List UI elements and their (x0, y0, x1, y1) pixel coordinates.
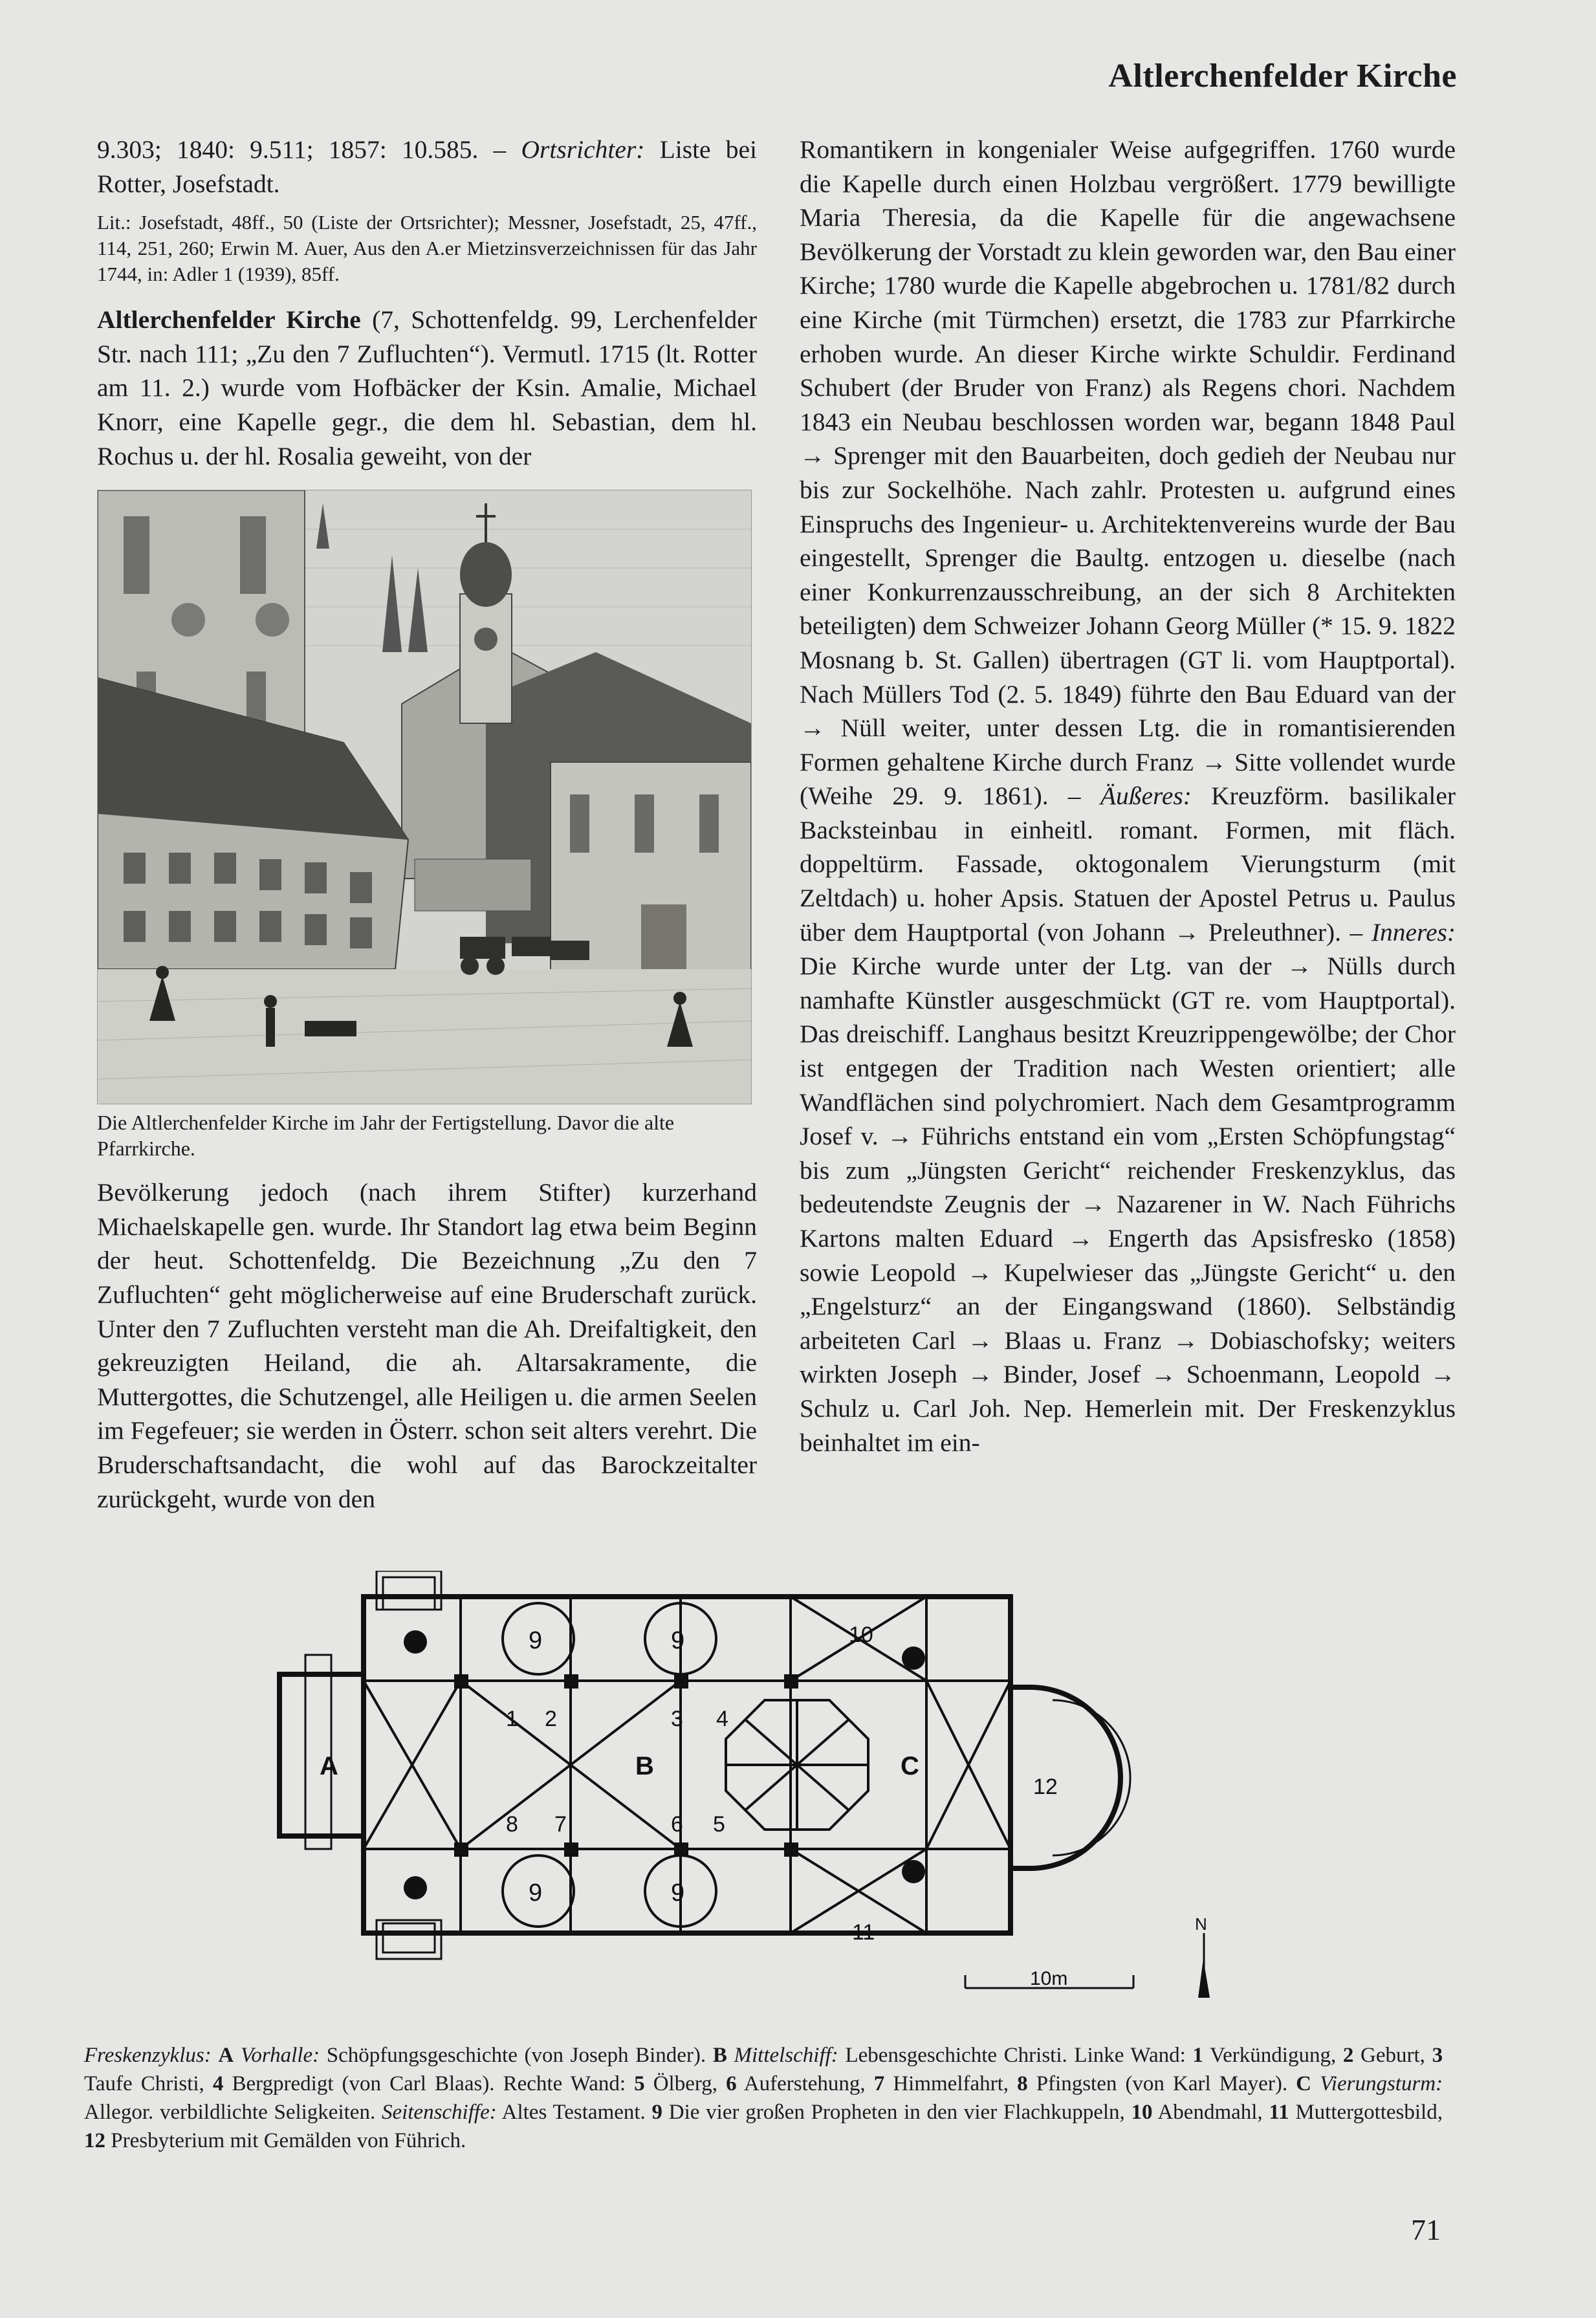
legend-text-a: Schöpfungsgeschichte (von Joseph Binder). (326, 2044, 706, 2067)
plan-label-4: 4 (716, 1707, 728, 1731)
legend-key-9: 9 (651, 2101, 663, 2124)
legend-label-b: Mittelschiff: (734, 2044, 838, 2067)
left-column (97, 133, 757, 1516)
scale-label: 10m (1030, 1968, 1068, 1989)
right-column (800, 133, 1456, 1460)
plan-label-11: 11 (852, 1920, 875, 1945)
plan-label-6: 6 (671, 1812, 683, 1837)
floor-plan (267, 1571, 1218, 2004)
bell-tower (460, 594, 512, 723)
legend-key-2: 2 (1342, 2044, 1354, 2067)
plan-label-12: 12 (1033, 1775, 1058, 1799)
legend-label-c: Vierungsturm: (1320, 2072, 1443, 2095)
right-text-part3: Die Kirche wurde unter der Ltg. van der → Nülls durch namhafte Künstler ausgeschmückt (GT re. vom Hauptportal). Das dreischiff. Langhaus besitzt Kreuzrippengewölbe; der Chor ist entgegen der Tradition nach Westen orientiert; alle Wandflächen sind polychromiert. Nach dem Gesamtprogramm Josef v. → Führichs entstand ein vom „Ersten Schöpfungstag“ bis zum „Jüngsten Gericht“ reichender Freskenzyklus, das bedeutendste Zeugnis der → Nazarener in W. Nach Führichs Kartons malten Eduard → Engerth das Apsisfresko (1858) sowie Leopold → Kupelwieser das „Jüngste Gericht“ u. den „Engelsturz“ an der Eingangswand (1860). Selbständig arbeiteten Carl → Blaas u. Franz → Dobiaschofsky; weiters wirkten Joseph → Binder, Josef → Schoenmann, Leopold → Schulz u. Carl Joh. Nep. Hemerlein mit. Der Freskenzyklus beinhaltet im ein- (800, 952, 1456, 1457)
plan-label-7: 7 (554, 1812, 567, 1837)
image-caption: Die Altlerchenfelder Kirche im Jahr der Fertigstellung. Davor die alte Pfarrkirche. (97, 1111, 675, 1161)
entry-title: Altlerchenfelder Kirche (97, 305, 361, 334)
plan-label-8: 8 (506, 1812, 518, 1837)
label-exterior: Äußeres: (1100, 782, 1192, 811)
plan-label-9c: 9 (529, 1879, 543, 1907)
legend-label-aisles: Seitenschiffe: (381, 2101, 497, 2124)
legend-text-2: Geburt, (1361, 2044, 1425, 2067)
plan-label-10: 10 (849, 1623, 873, 1647)
legend-key-a: A (218, 2044, 234, 2067)
page-number: 71 (1411, 2213, 1441, 2246)
legend-text-3: Taufe Christi, (84, 2072, 204, 2095)
legend-title: Freskenzyklus: (84, 2044, 212, 2067)
legend-text-12: Presbyterium mit Gemälden von Führich. (111, 2129, 466, 2152)
intro-label: Ortsrichter: (521, 135, 645, 164)
legend-label-a: Vorhalle: (240, 2044, 320, 2067)
plan-label-b: B (635, 1752, 654, 1780)
legend-key-3: 3 (1432, 2044, 1443, 2067)
legend-key-7: 7 (873, 2072, 885, 2095)
legend-key-4: 4 (212, 2072, 224, 2095)
church-engraving (98, 490, 751, 1104)
running-header: Altlerchenfelder Kirche (1108, 58, 1457, 94)
right-text-part2: Kreuzförm. basilikaler Backsteinbau in einheitl. romant. Formen, mit fläch. doppeltürm. Fassade, oktogonalem Vierungsturm (mit Zeltdach) u. hoher Apsis. Statuen der Apostel Petrus u. Paulus über dem Hauptportal (von Johann → Preleuthner). – (800, 782, 1456, 946)
legend-text-11: Muttergottesbild, (1295, 2101, 1443, 2124)
legend-key-1: 1 (1192, 2044, 1203, 2067)
legend-text-10: Abendmahl, (1157, 2101, 1263, 2124)
right-text-part1: Romantikern in kongenialer Weise aufgegriffen. 1760 wurde die Kapelle durch einen Holzbau vergrößert. 1779 bewilligte Maria Theresia, da die Kapelle für die angewachsene Bevölkerung der Vorstadt zu klein geworden war, den Bau einer Kirche; 1780 wurde die Kapelle abgebrochen u. 1781/82 durch eine Kirche (mit Türmchen) ersetzt, die 1783 zur Pfarrkirche erhoben wurde. An dieser Kirche wirkte Schuldir. Ferdinand Schubert (der Bruder von Franz) als Regens chori. Nachdem 1843 ein Neubau beschlossen worden war, begann 1848 Paul → Sprenger mit den Bauarbeiten, doch gedieh der Neubau nur bis zur Sockelhöhe. Nach zahlr. Protesten u. aufgrund eines Einspruchs des Ingenieur- u. Architektenvereins wurde der Bau eingestellt, Sprenger die Baultg. entzogen u. dieselbe (nach einer Konkurrenzausschreibung, an der sich 8 Architekten beteiligten) dem Schweizer Johann Georg Müller (* 15. 9. 1822 Mosnang b. St. Gallen) übertragen (GT li. vom Hauptportal). Nach Müllers Tod (2. 5. 1849) führte den Bau Eduard van der → Nüll weiter, unter dessen Ltg. die in romantisierenden Formen gehaltene Kirche durch Franz → Sitte vollendet wurde (Weihe 29. 9. 1861). – (800, 135, 1456, 811)
intro-text-2: Liste bei Rotter, Josefstadt. (97, 135, 758, 198)
north-label: N (1195, 1914, 1207, 1934)
legend-key-b: B (712, 2044, 727, 2067)
intro-text: 9.303; 1840: 9.511; 1857: 10.585. – (97, 135, 507, 164)
legend-text-5: Ölberg, (653, 2072, 717, 2095)
legend-text-1: Verkündigung, (1209, 2044, 1337, 2067)
church-illustration (97, 490, 752, 1104)
plan-label-5: 5 (713, 1812, 725, 1837)
plan-label-2: 2 (545, 1707, 557, 1731)
legend-text-8: Pfingsten (von Karl Mayer). (1036, 2072, 1288, 2095)
church-floor-plan (267, 1571, 1218, 2004)
plan-label-3: 3 (671, 1707, 683, 1731)
plan-legend (84, 2041, 1443, 2155)
legend-key-c: C (1296, 2072, 1311, 2095)
legend-key-11: 11 (1269, 2101, 1289, 2124)
legend-text-aisles: Altes Testament. (501, 2101, 646, 2124)
right-paragraph (800, 133, 1456, 1460)
legend-text-c: Allegor. verbildlichte Seligkeiten. (84, 2101, 376, 2124)
left-paragraph-continued: Bevölkerung jedoch (nach ihrem Stifter) kurzerhand Michaelskapelle gen. wurde. Ihr Standort lag etwa beim Beginn der heut. Schottenfeldg. Die Bezeichnung „Zu den 7 Zufluchten“ geht möglicherweise auf eine Bruderschaft zurück. Unter den 7 Zufluchten versteht man die Ah. Dreifaltigkeit, den gekreuzigten Heiland, die ah. Altarsakramente, die Muttergottes, die Schutzengel, alle Heiligen u. die armen Seelen im Fegefeuer; sie werden in Österr. schon seit alters verehrt. Die Bruderschaftsandacht, die wohl auf das Barockzeitalter zurückgeht, wurde von den (97, 1178, 757, 1513)
plan-label-9a: 9 (529, 1627, 543, 1654)
legend-text-9: Die vier großen Propheten in den vier Flachkuppeln, (668, 2101, 1125, 2124)
legend-key-8: 8 (1017, 2072, 1028, 2095)
plan-label-c: C (901, 1752, 919, 1780)
north-arrow-icon (1198, 1933, 1210, 1998)
legend-text-7: Himmelfahrt, (893, 2072, 1009, 2095)
entry-text: (7, Schottenfeldg. 99, Lerchenfelder Str. nach 111; „Zu den 7 Zufluchten“). Vermutl. 1715 (lt. Rotter am 11. 2.) wurde vom Hofbäcker der Ksin. Amalie, Michael Knorr, eine Kapelle gegr., die dem hl. Sebastian, dem hl. Rochus u. der hl. Rosalia geweiht, von der (97, 305, 757, 470)
plan-label-9d: 9 (671, 1879, 685, 1907)
legend-key-6: 6 (726, 2072, 737, 2095)
legend-text-6: Auferstehung, (743, 2072, 866, 2095)
legend-text-4: Bergpredigt (von Carl Blaas). Rechte Wand: (232, 2072, 626, 2095)
legend-text-b: Lebensgeschichte Christi. Linke Wand: (845, 2044, 1186, 2067)
plan-label-1: 1 (506, 1707, 518, 1731)
plan-label-9b: 9 (671, 1627, 685, 1654)
legend-key-12: 12 (84, 2129, 105, 2152)
intro-paragraph (97, 133, 757, 201)
legend-key-5: 5 (634, 2072, 645, 2095)
plan-label-a: A (320, 1752, 338, 1780)
entry-paragraph (97, 303, 757, 473)
literature-note: Lit.: Josefstadt, 48ff., 50 (Liste der Ortsrichter); Messner, Josefstadt, 25, 47ff., 114, 251, 260; Erwin M. Auer, Aus den A.er Mietzinsverzeichnissen für das Jahr 1744, in: Adler 1 (1939), 85ff. (97, 211, 757, 286)
legend-key-10: 10 (1131, 2101, 1153, 2124)
label-interior: Inneres: (1371, 917, 1456, 946)
